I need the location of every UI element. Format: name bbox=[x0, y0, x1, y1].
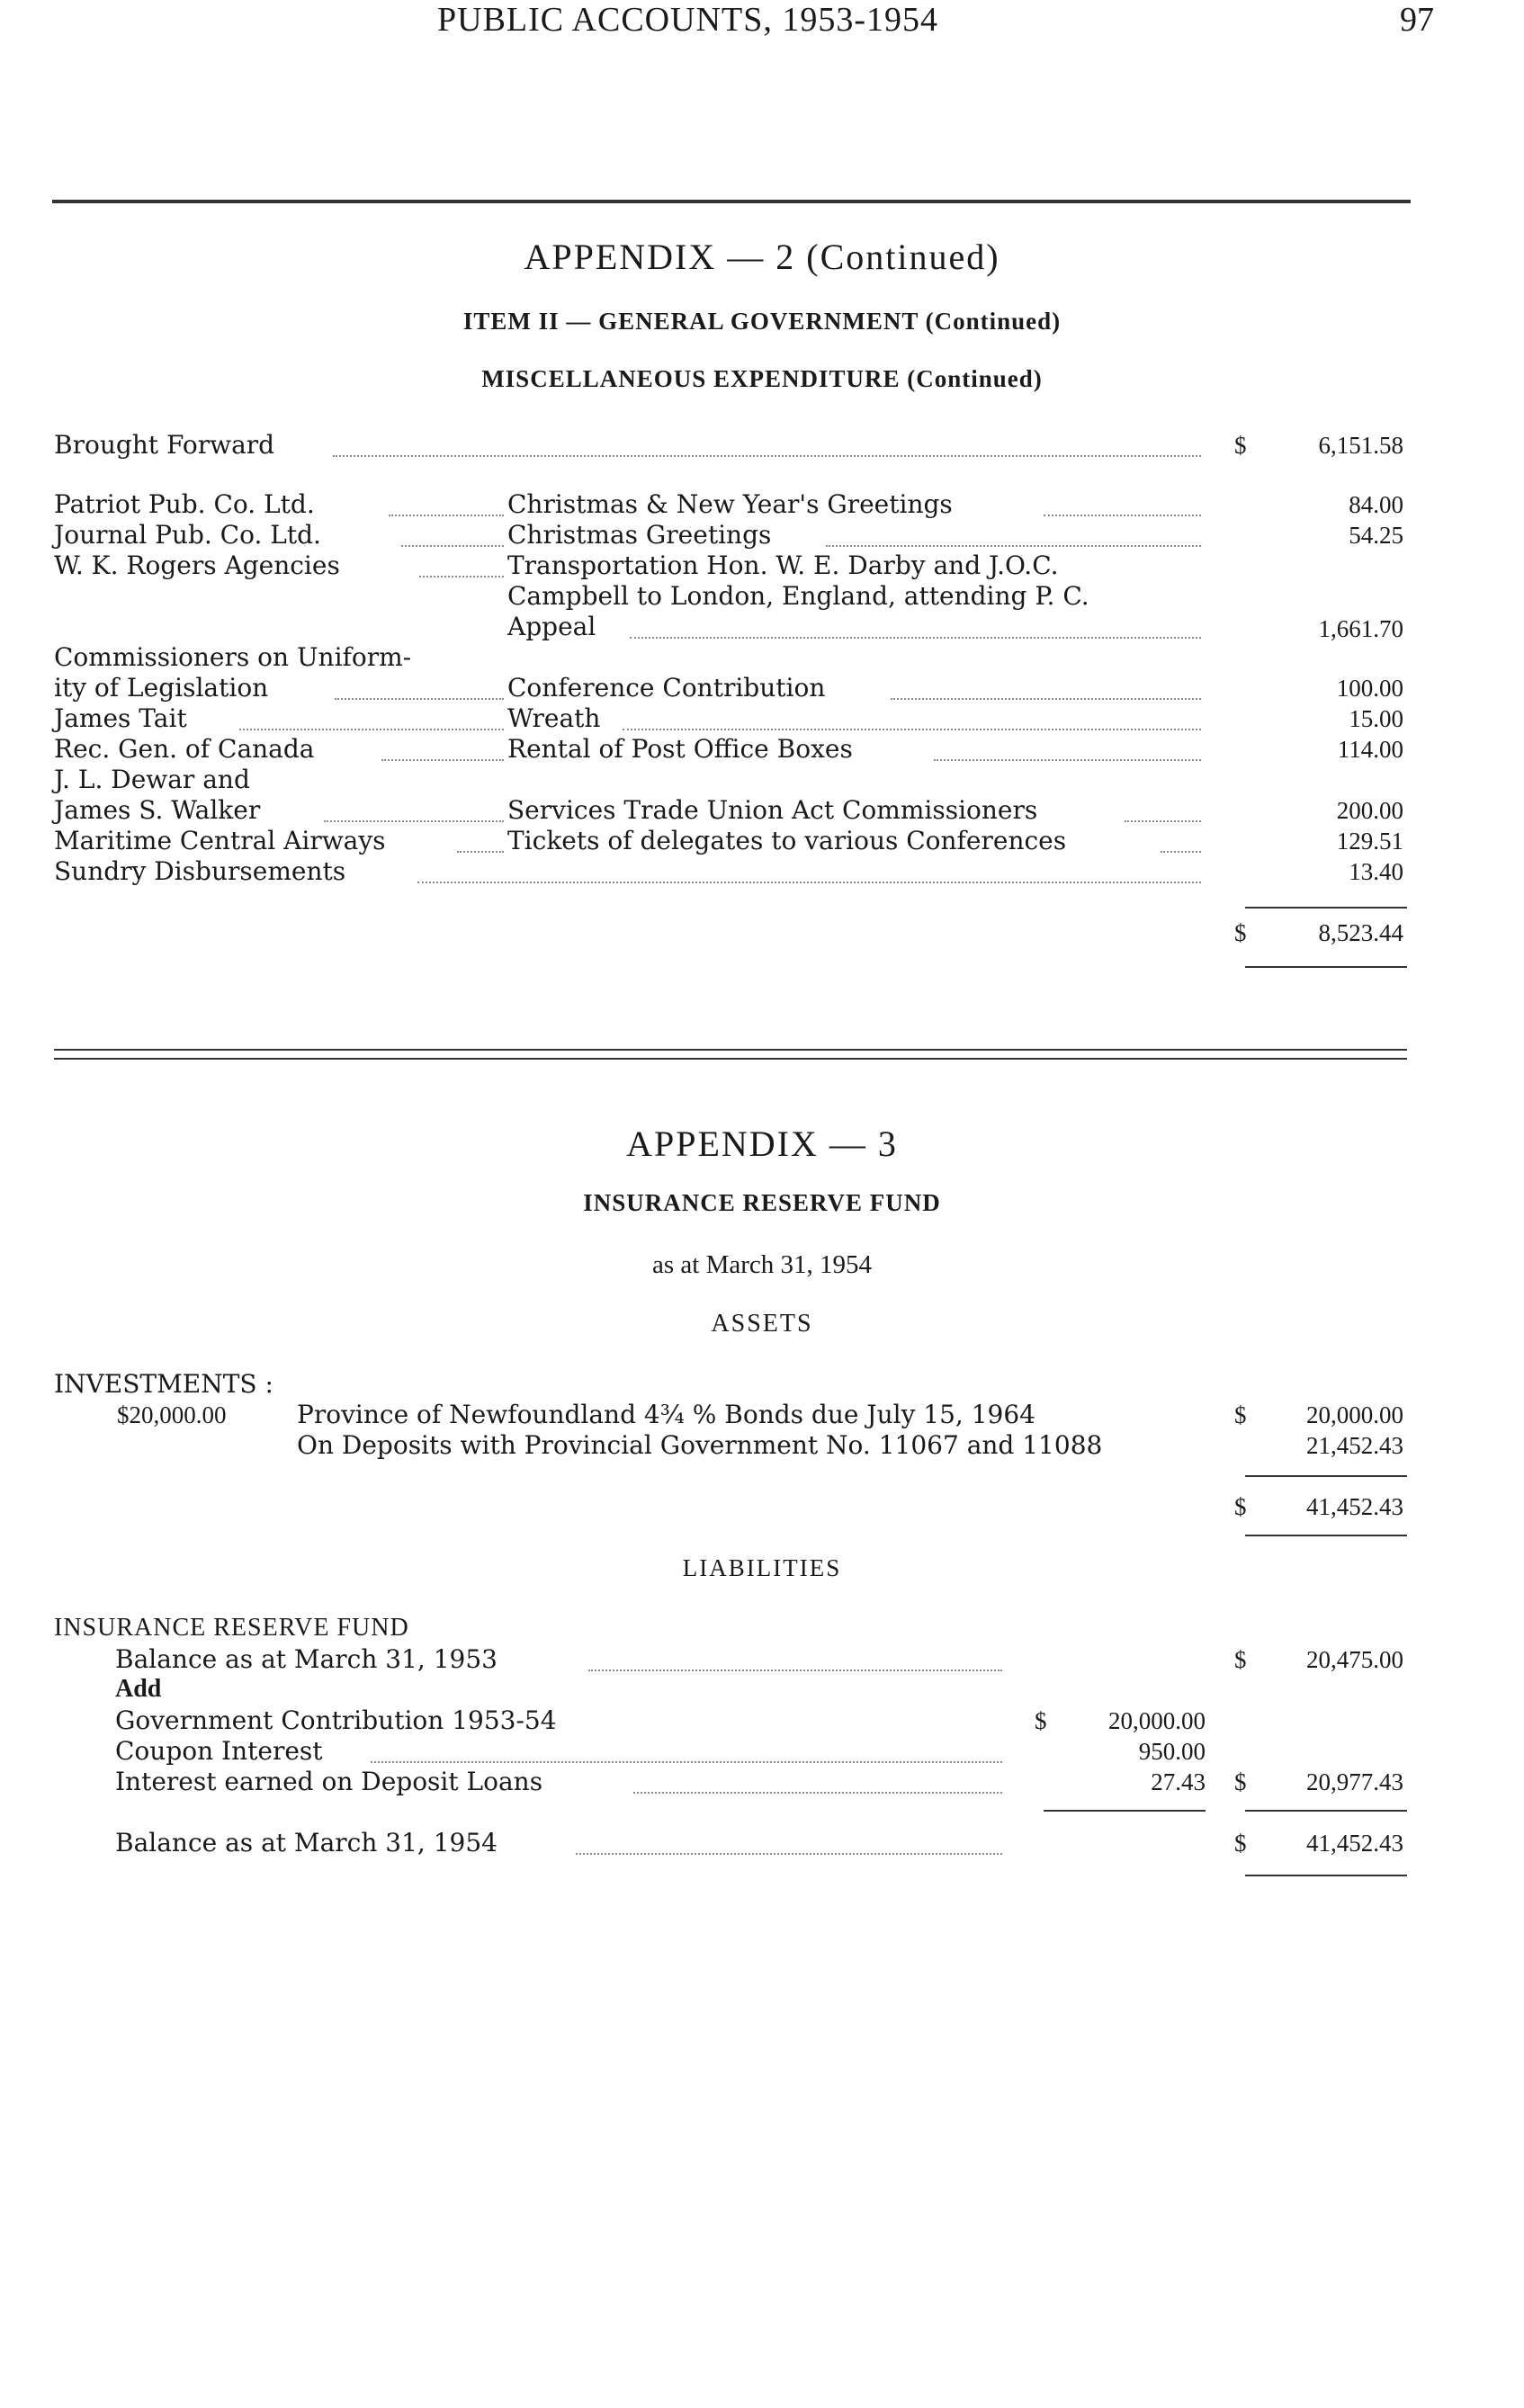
closing-balance-label: Balance as at March 31, 1954 bbox=[115, 1828, 498, 1857]
payee: Rec. Gen. of Canada bbox=[54, 734, 315, 764]
total-rule bbox=[1245, 907, 1407, 909]
purpose: Conference Contribution bbox=[507, 673, 826, 703]
leader-dots bbox=[576, 1853, 1002, 1855]
assets-heading: ASSETS bbox=[711, 1310, 813, 1338]
leader-dots bbox=[417, 882, 1201, 883]
payee: James Tait bbox=[54, 703, 187, 733]
addition-label: Government Contribution 1953-54 bbox=[115, 1705, 557, 1735]
leader-dots bbox=[333, 455, 1201, 457]
leader-dots bbox=[401, 545, 504, 547]
purpose: Rental of Post Office Boxes bbox=[507, 734, 853, 764]
investment-description: Province of Newfoundland 4¾ % Bonds due July 15, 1964 bbox=[297, 1400, 1035, 1429]
leader-dots bbox=[633, 1792, 1002, 1794]
currency-symbol: $ bbox=[1234, 1830, 1247, 1857]
amount: 200.00 bbox=[1336, 797, 1403, 824]
subtotal-rule bbox=[1044, 1810, 1206, 1812]
purpose: Christmas Greetings bbox=[507, 520, 772, 550]
addition-label: Interest earned on Deposit Loans bbox=[115, 1767, 543, 1796]
leader-dots bbox=[1161, 851, 1201, 853]
addition-label: Coupon Interest bbox=[115, 1736, 323, 1766]
additions-total: 20,977.43 bbox=[1306, 1768, 1403, 1795]
leader-dots bbox=[826, 545, 1201, 547]
purpose: Christmas & New Year's Greetings bbox=[507, 489, 953, 519]
payee: Journal Pub. Co. Ltd. bbox=[54, 520, 321, 550]
leader-dots bbox=[389, 515, 504, 516]
purpose-line-1: Transportation Hon. W. E. Darby and J.O.C. bbox=[507, 551, 1059, 580]
appendix-2-subtitle-misc: MISCELLANEOUS EXPENDITURE (Continued) bbox=[481, 365, 1043, 392]
purpose-line-3: Appeal bbox=[507, 612, 596, 641]
amount: 1,661.70 bbox=[1318, 615, 1403, 642]
opening-balance-amount: 20,475.00 bbox=[1306, 1646, 1403, 1673]
leader-dots bbox=[419, 576, 504, 577]
leader-dots bbox=[239, 729, 504, 730]
total-rule bbox=[1245, 1475, 1407, 1477]
investment-description: On Deposits with Provincial Government No. 11067 and 11088 bbox=[297, 1430, 1103, 1460]
leader-dots bbox=[891, 698, 1201, 700]
leader-dots bbox=[1125, 820, 1201, 822]
liabilities-heading: LIABILITIES bbox=[682, 1554, 842, 1581]
payee: W. K. Rogers Agencies bbox=[54, 551, 340, 580]
currency-symbol: $ bbox=[1234, 1493, 1247, 1520]
investment-amount: 20,000.00 bbox=[1306, 1401, 1403, 1428]
payee-line-1: Commissioners on Uniform- bbox=[54, 642, 412, 672]
addition-amount: 950.00 bbox=[1138, 1738, 1206, 1765]
page-number: 97 bbox=[1400, 1, 1434, 39]
purpose: Wreath bbox=[507, 703, 601, 733]
header-rule bbox=[52, 200, 1411, 203]
addition-amount: 20,000.00 bbox=[1108, 1707, 1206, 1734]
amount: 54.25 bbox=[1349, 522, 1403, 549]
leader-dots bbox=[324, 820, 504, 822]
leader-dots bbox=[934, 759, 1201, 761]
total-rule bbox=[1245, 1810, 1407, 1812]
payee-line-2: ity of Legislation bbox=[54, 673, 269, 703]
section-divider bbox=[54, 1049, 1407, 1051]
investments-label: INVESTMENTS : bbox=[54, 1369, 273, 1399]
opening-balance-label: Balance as at March 31, 1953 bbox=[115, 1644, 498, 1674]
payee: Patriot Pub. Co. Ltd. bbox=[54, 489, 315, 519]
section-divider bbox=[54, 1058, 1407, 1060]
brought-forward-label: Brought Forward bbox=[54, 430, 275, 460]
leader-dots bbox=[623, 729, 1201, 730]
leader-dots bbox=[630, 637, 1201, 639]
payee-line-2: James S. Walker bbox=[54, 795, 261, 825]
investment-amount: 21,452.43 bbox=[1306, 1432, 1403, 1459]
payee: Maritime Central Airways bbox=[54, 826, 386, 855]
amount: 129.51 bbox=[1336, 828, 1403, 855]
currency-symbol: $ bbox=[1234, 919, 1247, 946]
amount: 100.00 bbox=[1336, 675, 1403, 702]
appendix-3-title: APPENDIX — 3 bbox=[626, 1123, 898, 1164]
running-title: PUBLIC ACCOUNTS, 1953-1954 bbox=[437, 1, 938, 39]
as-at-date: as at March 31, 1954 bbox=[651, 1250, 873, 1279]
brought-forward-amount: 6,151.58 bbox=[1318, 432, 1403, 459]
appendix-3-subtitle: INSURANCE RESERVE FUND bbox=[583, 1189, 941, 1216]
fund-label: INSURANCE RESERVE FUND bbox=[54, 1614, 409, 1642]
leader-dots bbox=[381, 759, 504, 761]
purpose: Tickets of delegates to various Conferences bbox=[507, 826, 1067, 855]
total-underline bbox=[1245, 966, 1407, 968]
payee: Sundry Disbursements bbox=[54, 856, 346, 886]
currency-symbol: $ bbox=[1234, 1768, 1247, 1795]
appendix-2-subtitle-item: ITEM II — GENERAL GOVERNMENT (Continued) bbox=[462, 308, 1062, 335]
total-underline bbox=[1245, 1875, 1407, 1876]
add-label: Add bbox=[115, 1675, 162, 1703]
leader-dots bbox=[371, 1761, 1002, 1763]
leader-dots bbox=[457, 851, 504, 853]
leader-dots bbox=[588, 1669, 1002, 1671]
addition-amount: 27.43 bbox=[1151, 1768, 1206, 1795]
amount: 15.00 bbox=[1349, 705, 1403, 732]
leader-dots bbox=[335, 698, 504, 700]
currency-symbol: $ bbox=[1035, 1707, 1047, 1734]
closing-balance-amount: 41,452.43 bbox=[1306, 1830, 1403, 1857]
purpose: Services Trade Union Act Commissioners bbox=[507, 795, 1038, 825]
currency-symbol: $ bbox=[1234, 1646, 1247, 1673]
amount: 114.00 bbox=[1337, 736, 1403, 763]
amount: 13.40 bbox=[1349, 858, 1403, 885]
purpose-line-2: Campbell to London, England, attending P. C. bbox=[507, 581, 1089, 611]
total-underline bbox=[1245, 1535, 1407, 1536]
assets-total: 41,452.43 bbox=[1306, 1493, 1403, 1520]
appendix-2-title: APPENDIX — 2 (Continued) bbox=[524, 237, 1000, 277]
currency-symbol: $ bbox=[1234, 432, 1247, 459]
investment-face-value: $20,000.00 bbox=[117, 1401, 227, 1428]
currency-symbol: $ bbox=[1234, 1401, 1247, 1428]
payee-line-1: J. L. Dewar and bbox=[54, 765, 250, 794]
page-header bbox=[0, 0, 1524, 54]
leader-dots bbox=[1044, 515, 1201, 516]
appendix-2-total: 8,523.44 bbox=[1318, 919, 1403, 946]
amount: 84.00 bbox=[1349, 491, 1403, 518]
